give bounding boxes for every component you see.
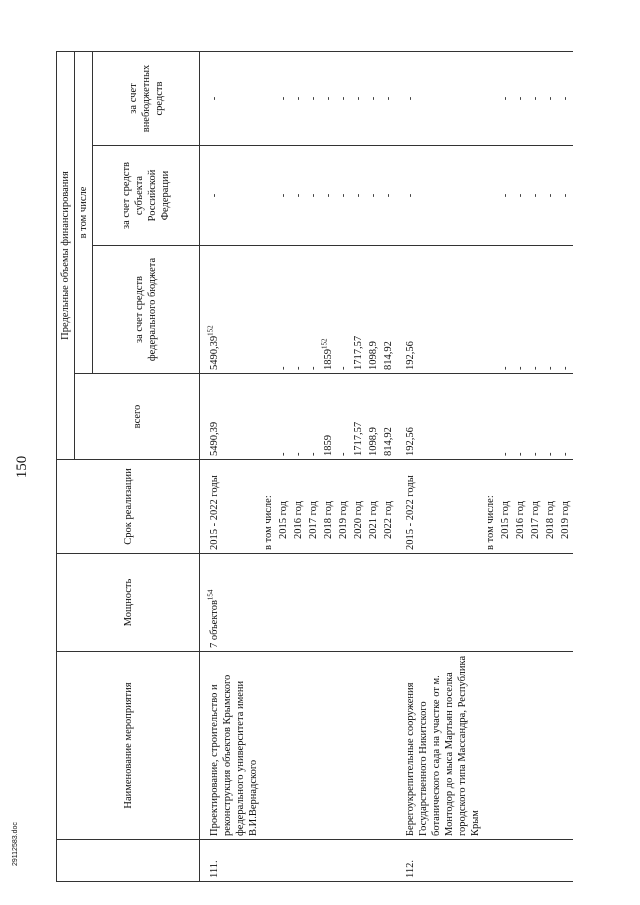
cell-term: [483, 460, 498, 554]
cell-term-text: 2016 год: [515, 501, 526, 539]
header-extrabudgetary: за счет внебюджетных средств: [93, 52, 200, 146]
cell-regional-text: -: [338, 193, 349, 198]
cell-name: [543, 652, 558, 840]
cell-federal-text: 192,56: [405, 341, 416, 370]
cell-total: [366, 374, 381, 460]
document-filename: 29112583.doc: [12, 822, 19, 866]
cell-regional-text: -: [545, 193, 556, 198]
cell-term-text: в том числе:: [263, 495, 274, 550]
table-row: [276, 52, 291, 882]
header-including: в том числе: [75, 52, 93, 374]
cell-federal: [200, 246, 262, 374]
funding-table: [56, 51, 573, 882]
cell-name: [366, 652, 381, 840]
table-row: [291, 52, 306, 882]
cell-capacity: [351, 554, 366, 652]
cell-term: [276, 460, 291, 554]
cell-term-text: 2015 год: [500, 501, 511, 539]
cell-extrabudgetary: [498, 52, 513, 146]
header-federal: за счет средств федерального бюджета: [93, 246, 200, 374]
table-row: [321, 52, 336, 882]
cell-total: [291, 374, 306, 460]
cell-total-text: -: [308, 452, 319, 456]
table-row: [543, 52, 558, 882]
cell-total-text: -: [500, 452, 511, 456]
cell-total-text: -: [293, 452, 304, 456]
table-row: [306, 52, 321, 882]
cell-regional-text: -: [560, 193, 571, 198]
cell-regional: [291, 146, 306, 246]
cell-term: [366, 460, 381, 554]
cell-regional: [543, 146, 558, 246]
cell-term-text: 2018 год: [545, 501, 556, 539]
cell-extrabudgetary-text: -: [560, 96, 571, 101]
table-row: [336, 52, 351, 882]
header-funding-group: Предельные объемы финансирования: [57, 52, 75, 460]
cell-number: [306, 840, 321, 882]
cell-extrabudgetary: [396, 52, 483, 146]
cell-name: [498, 652, 513, 840]
cell-total-text: -: [545, 452, 556, 456]
footnote-mark: 152: [206, 325, 215, 336]
cell-regional: [261, 146, 276, 246]
cell-extrabudgetary-text: -: [405, 96, 416, 101]
cell-capacity: [366, 554, 381, 652]
cell-term-text: 2015 год: [278, 501, 289, 539]
cell-total: [200, 374, 262, 460]
cell-capacity: [513, 554, 528, 652]
cell-name: [351, 652, 366, 840]
cell-regional-text: -: [530, 193, 541, 198]
cell-extrabudgetary: [321, 52, 336, 146]
cell-extrabudgetary: [200, 52, 262, 146]
cell-number: [351, 840, 366, 882]
header-capacity: Мощность: [57, 554, 200, 652]
header-term: Срок реализации: [57, 460, 200, 554]
cell-total-text: 814,92: [383, 427, 394, 456]
header-regional: за счет средств субъекта Российской Федерации: [93, 146, 200, 246]
cell-term-text: 2017 год: [308, 501, 319, 539]
cell-capacity: [200, 554, 262, 652]
cell-regional-text: -: [323, 193, 334, 198]
cell-capacity: [336, 554, 351, 652]
cell-term-text: 2015 - 2022 годы: [209, 475, 220, 550]
cell-number: [261, 840, 276, 882]
cell-extrabudgetary: [306, 52, 321, 146]
cell-name: [381, 652, 396, 840]
cell-total-text: 1098,9: [368, 427, 379, 456]
cell-extrabudgetary: [366, 52, 381, 146]
cell-number: [396, 840, 483, 882]
cell-federal: [321, 246, 336, 374]
cell-federal: [558, 246, 573, 374]
cell-extrabudgetary: [543, 52, 558, 146]
cell-term: [291, 460, 306, 554]
cell-total: [336, 374, 351, 460]
cell-name: [306, 652, 321, 840]
cell-federal-text: 1098,9: [368, 341, 379, 370]
cell-extrabudgetary-text: -: [545, 96, 556, 101]
cell-extrabudgetary: [528, 52, 543, 146]
cell-total-text: -: [560, 452, 571, 456]
cell-federal-text: -: [545, 366, 556, 370]
cell-term: [261, 460, 276, 554]
cell-total: [396, 374, 483, 460]
table-header: [57, 52, 200, 882]
cell-term: [528, 460, 543, 554]
cell-federal: [381, 246, 396, 374]
cell-capacity: [528, 554, 543, 652]
cell-term: [200, 460, 262, 554]
cell-regional: [276, 146, 291, 246]
cell-number: [558, 840, 573, 882]
cell-regional: [336, 146, 351, 246]
cell-regional-text: -: [209, 193, 220, 198]
footnote-mark: 154: [206, 589, 215, 601]
cell-name: [200, 652, 262, 840]
cell-federal: [528, 246, 543, 374]
cell-term-text: 2022 год: [383, 501, 394, 539]
cell-name: [558, 652, 573, 840]
cell-extrabudgetary: [483, 52, 498, 146]
cell-federal: [351, 246, 366, 374]
cell-extrabudgetary-text: -: [383, 96, 394, 101]
cell-term-text: 2020 год: [353, 501, 364, 539]
cell-term: [558, 460, 573, 554]
cell-total: [543, 374, 558, 460]
cell-total-text: 5490,39: [209, 421, 220, 456]
cell-number: [498, 840, 513, 882]
cell-term: [381, 460, 396, 554]
cell-regional: [528, 146, 543, 246]
cell-regional: [381, 146, 396, 246]
cell-extrabudgetary: [261, 52, 276, 146]
table-row: [483, 52, 498, 882]
cell-total: [513, 374, 528, 460]
cell-federal: [513, 246, 528, 374]
cell-name: [276, 652, 291, 840]
table-row: [381, 52, 396, 882]
cell-capacity-text: 7 объектов: [209, 600, 220, 648]
cell-number: [381, 840, 396, 882]
cell-total: [558, 374, 573, 460]
header-number: [57, 840, 200, 882]
cell-federal: [366, 246, 381, 374]
cell-capacity: [291, 554, 306, 652]
cell-total-text: 1859: [323, 435, 334, 456]
cell-number-text: 112.: [405, 860, 416, 878]
cell-term-text: 2021 год: [368, 501, 379, 539]
cell-federal-text: -: [293, 366, 304, 370]
cell-extrabudgetary-text: -: [293, 96, 304, 101]
cell-total: [351, 374, 366, 460]
cell-extrabudgetary: [513, 52, 528, 146]
cell-term-text: в том числе:: [485, 495, 496, 550]
cell-term: [513, 460, 528, 554]
cell-number-text: 111.: [209, 860, 220, 878]
cell-extrabudgetary-text: -: [530, 96, 541, 101]
cell-total: [261, 374, 276, 460]
cell-name: [396, 652, 483, 840]
cell-extrabudgetary: [276, 52, 291, 146]
cell-name: [321, 652, 336, 840]
cell-number: [543, 840, 558, 882]
table-row: [351, 52, 366, 882]
cell-term: [321, 460, 336, 554]
cell-term: [498, 460, 513, 554]
cell-federal-text: 814,92: [383, 341, 394, 370]
cell-extrabudgetary: [336, 52, 351, 146]
cell-number: [276, 840, 291, 882]
cell-federal: [483, 246, 498, 374]
cell-federal: [306, 246, 321, 374]
cell-number: [483, 840, 498, 882]
cell-term-text: 2018 год: [323, 501, 334, 539]
cell-capacity: [261, 554, 276, 652]
cell-regional: [351, 146, 366, 246]
cell-total: [498, 374, 513, 460]
cell-total: [381, 374, 396, 460]
cell-total-text: -: [278, 452, 289, 456]
cell-regional: [483, 146, 498, 246]
cell-term-text: 2019 год: [560, 501, 571, 539]
cell-federal-text: 1859: [323, 349, 334, 370]
cell-number: [200, 840, 262, 882]
cell-regional: [200, 146, 262, 246]
cell-name: [528, 652, 543, 840]
cell-federal-text: -: [515, 366, 526, 370]
cell-term-text: 2019 год: [338, 501, 349, 539]
cell-capacity: [306, 554, 321, 652]
cell-term-text: 2017 год: [530, 501, 541, 539]
cell-term: [543, 460, 558, 554]
cell-number: [528, 840, 543, 882]
cell-extrabudgetary-text: -: [353, 96, 364, 101]
cell-federal-text: 5490,39: [209, 335, 220, 370]
table-body: [200, 52, 574, 882]
table-row: [200, 52, 262, 882]
cell-number: [321, 840, 336, 882]
cell-total-text: -: [338, 452, 349, 456]
cell-extrabudgetary-text: -: [323, 96, 334, 101]
cell-term: [351, 460, 366, 554]
table-row: [396, 52, 483, 882]
cell-federal-text: -: [560, 366, 571, 370]
cell-federal-text: -: [308, 366, 319, 370]
cell-name: [513, 652, 528, 840]
cell-name-text: Берегоукрепительные сооружения Государственного Никитского ботанического сада на участке от м. Монтодор до мыса Мартьян поселка городского типа Массандра, Республика Крым: [405, 655, 481, 836]
cell-regional-text: -: [500, 193, 511, 198]
cell-federal: [543, 246, 558, 374]
cell-regional-text: -: [278, 193, 289, 198]
cell-federal-text: 1717,57: [353, 335, 364, 370]
cell-regional: [513, 146, 528, 246]
cell-total-text: 192,56: [405, 427, 416, 456]
cell-federal-text: -: [338, 366, 349, 370]
cell-federal: [276, 246, 291, 374]
cell-extrabudgetary-text: -: [278, 96, 289, 101]
table-row: [366, 52, 381, 882]
cell-total-text: 1717,57: [353, 421, 364, 456]
cell-extrabudgetary: [351, 52, 366, 146]
cell-regional: [558, 146, 573, 246]
cell-name: [483, 652, 498, 840]
cell-extrabudgetary-text: -: [368, 96, 379, 101]
cell-federal-text: -: [500, 366, 511, 370]
cell-regional-text: -: [353, 193, 364, 198]
cell-regional-text: -: [308, 193, 319, 198]
cell-regional: [306, 146, 321, 246]
cell-federal-text: -: [278, 366, 289, 370]
cell-term: [396, 460, 483, 554]
cell-regional-text: -: [515, 193, 526, 198]
cell-capacity: [396, 554, 483, 652]
cell-capacity: [276, 554, 291, 652]
header-total: всего: [75, 374, 200, 460]
cell-extrabudgetary: [558, 52, 573, 146]
cell-regional: [321, 146, 336, 246]
cell-federal: [396, 246, 483, 374]
cell-federal: [261, 246, 276, 374]
cell-total-text: -: [515, 452, 526, 456]
table-row: [528, 52, 543, 882]
cell-regional-text: -: [368, 193, 379, 198]
cell-capacity: [558, 554, 573, 652]
cell-extrabudgetary-text: -: [308, 96, 319, 101]
cell-capacity: [498, 554, 513, 652]
cell-capacity: [381, 554, 396, 652]
cell-extrabudgetary: [291, 52, 306, 146]
cell-capacity: [543, 554, 558, 652]
cell-number: [366, 840, 381, 882]
cell-extrabudgetary-text: -: [209, 96, 220, 101]
footnote-mark: 152: [320, 338, 329, 349]
cell-total: [321, 374, 336, 460]
cell-total: [276, 374, 291, 460]
cell-regional: [498, 146, 513, 246]
cell-regional: [366, 146, 381, 246]
cell-federal-text: -: [530, 366, 541, 370]
cell-number: [291, 840, 306, 882]
table-row: [513, 52, 528, 882]
cell-name: [261, 652, 276, 840]
cell-federal: [498, 246, 513, 374]
cell-name: [291, 652, 306, 840]
cell-total-text: -: [530, 452, 541, 456]
header-name: Наименование мероприятия: [57, 652, 200, 840]
cell-extrabudgetary: [381, 52, 396, 146]
cell-extrabudgetary-text: -: [500, 96, 511, 101]
cell-name: [336, 652, 351, 840]
cell-capacity: [321, 554, 336, 652]
cell-number: [513, 840, 528, 882]
cell-total: [483, 374, 498, 460]
table-row: [261, 52, 276, 882]
page-number: 150: [14, 455, 30, 479]
cell-regional-text: -: [383, 193, 394, 198]
cell-term: [306, 460, 321, 554]
cell-number: [336, 840, 351, 882]
table-row: [558, 52, 573, 882]
cell-extrabudgetary-text: -: [338, 96, 349, 101]
cell-total: [306, 374, 321, 460]
table-row: [498, 52, 513, 882]
cell-regional-text: -: [293, 193, 304, 198]
cell-total: [528, 374, 543, 460]
cell-federal: [291, 246, 306, 374]
cell-extrabudgetary-text: -: [515, 96, 526, 101]
cell-term-text: 2015 - 2022 годы: [405, 475, 416, 550]
cell-name-text: Проектирование, строительство и реконструкция объектов Крымского федерального университета имени В.И.Вернадского: [209, 674, 259, 836]
cell-term-text: 2016 год: [293, 501, 304, 539]
cell-federal: [336, 246, 351, 374]
cell-regional-text: -: [405, 193, 416, 198]
cell-capacity: [483, 554, 498, 652]
cell-term: [336, 460, 351, 554]
cell-regional: [396, 146, 483, 246]
